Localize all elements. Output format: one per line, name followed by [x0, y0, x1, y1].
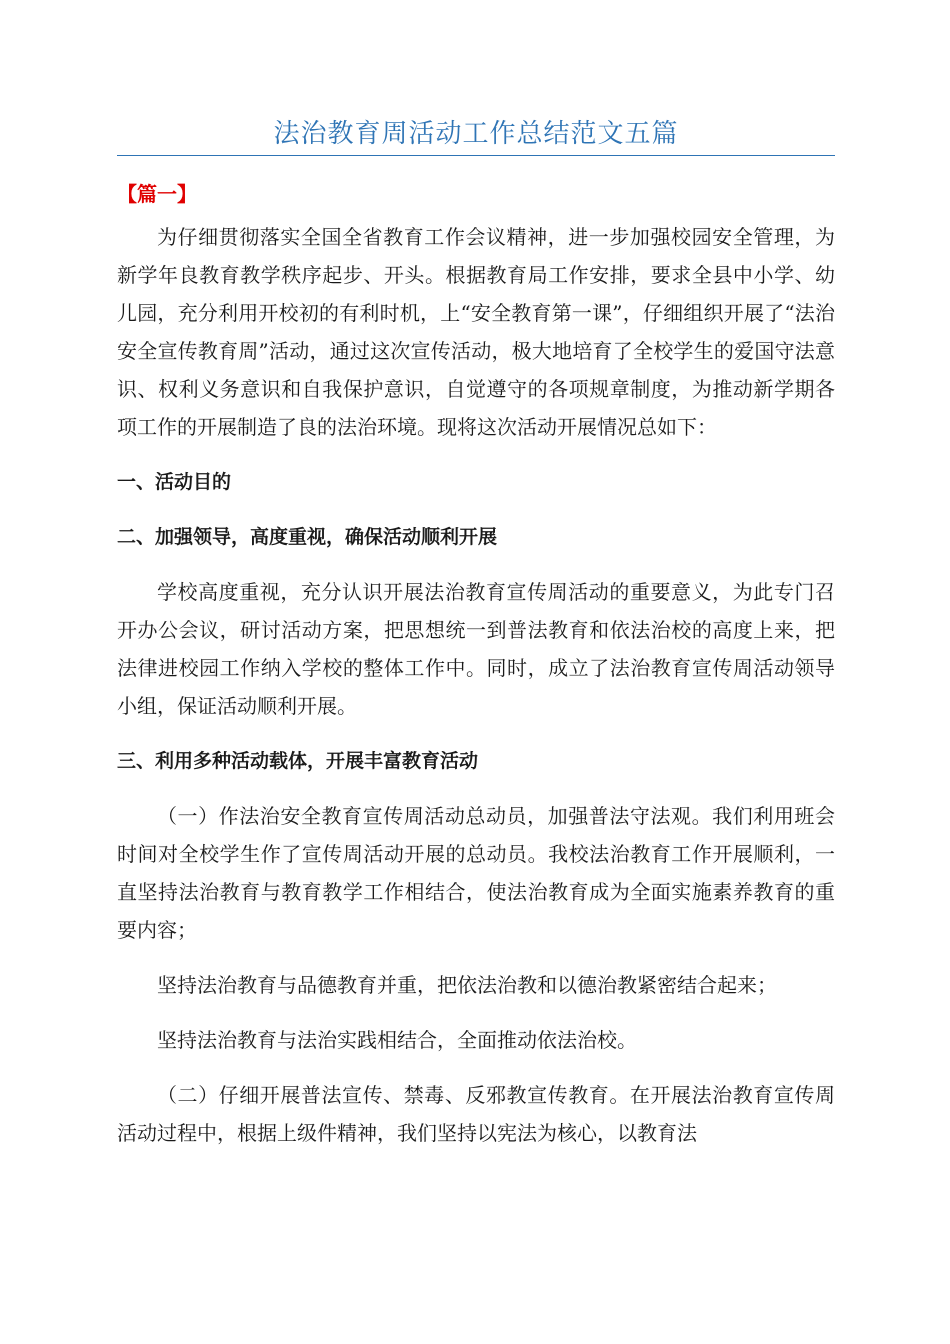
document-title: 法治教育周活动工作总结范文五篇: [273, 119, 679, 149]
section-tag: 【篇一】: [117, 182, 197, 206]
heading-leadership: 二、加强领导，高度重视，确保活动顺利开展: [117, 526, 498, 548]
intro-paragraph: 为仔细贯彻落实全国全省教育工作会议精神，进一步加强校园安全管理，为新学年良教育教学秩序起步、开头。根据教育局工作安排，要求全县中小学、幼儿园，充分利用开校初的有利时机，上“安全教育第一课”，仔细组织开展了“法治安全宣传教育周”活动，通过这次宣传活动，极大地培育了全校学生的爱国守法意识、权利义务意识和自我保护意识，自觉遵守的各项规章制度，为推动新学期各项工作的开展制造了良的法治环境。现将这次活动开展情况总如下：: [117, 225, 835, 439]
paragraph-publicity: （二）仔细开展普法宣传、禁毒、反邪教宣传教育。在开展法治教育宣传周活动过程中，根据上级件精神，我们坚持以宪法为核心，以教育法: [117, 1083, 835, 1145]
heading-activity-purpose: 一、活动目的: [117, 471, 232, 493]
paragraph-leadership: 学校高度重视，充分认识开展法治教育宣传周活动的重要意义，为此专门召开办公会议，研讨活动方案，把思想统一到普法教育和依法治校的高度上来，把法律进校园工作纳入学校的整体工作中。同时，成立了法治教育宣传周活动领导小组，保证活动顺利开展。: [117, 580, 835, 718]
paragraph-mobilization: （一）作法治安全教育宣传周活动总动员，加强普法守法观。我们利用班会时间对全校学生作了宣传周活动开展的总动员。我校法治教育工作开展顺利，一直坚持法治教育与教育教学工作相结合，使法治教育成为全面实施素养教育的重要内容；: [117, 804, 835, 942]
paragraph-moral-education: 坚持法治教育与品德教育并重，把依法治教和以德治教紧密结合起来；: [157, 973, 777, 997]
title-underline: [117, 155, 835, 156]
paragraph-practice: 坚持法治教育与法治实践相结合，全面推动依法治校。: [157, 1028, 637, 1052]
document-body: [117, 176, 835, 1169]
heading-activities: 三、利用多种活动载体，开展丰富教育活动: [117, 750, 479, 772]
